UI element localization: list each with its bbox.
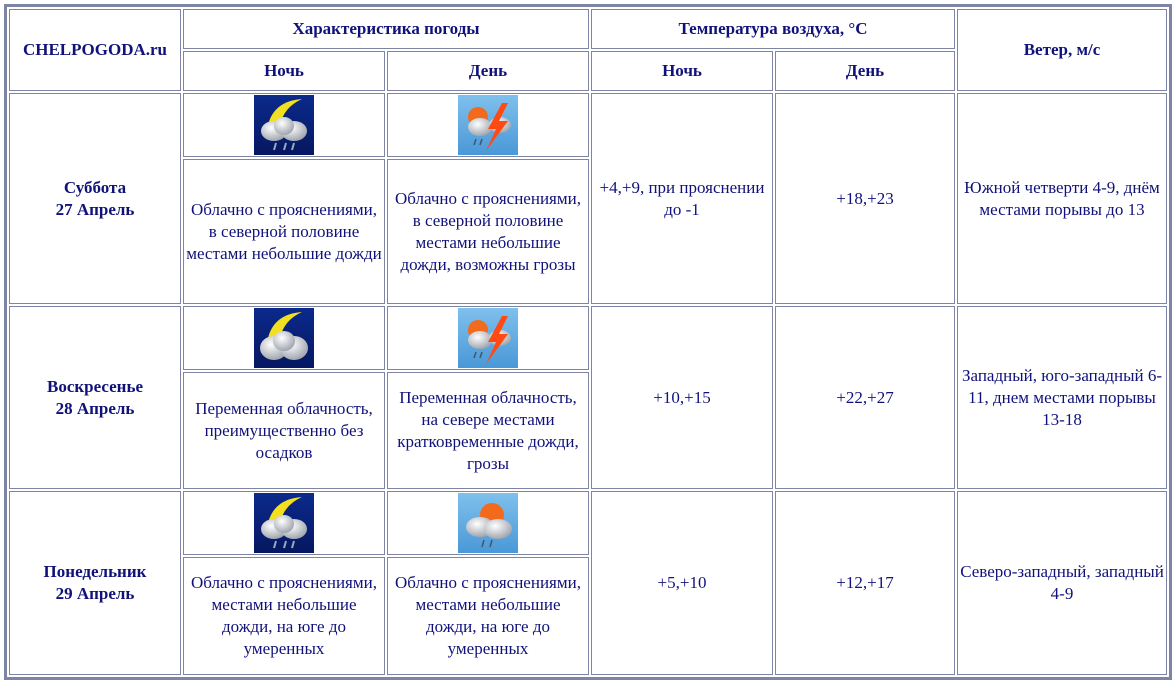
- day-icon-cell: [387, 93, 589, 157]
- day-label: Понедельник 29 Апрель: [9, 491, 181, 675]
- temp-night: +5,+10: [591, 491, 773, 675]
- sun-cloud-thunderstorm-icon: [458, 308, 518, 368]
- temp-day: +12,+17: [775, 491, 955, 675]
- day-icon-cell: [387, 306, 589, 370]
- night-description: Облачно с прояснениями, местами небольшие дожди, на юге до умеренных: [183, 557, 385, 675]
- temp-day: +22,+27: [775, 306, 955, 490]
- night-icon-cell: [183, 491, 385, 555]
- wind: Северо-западный, западный 4-9: [957, 491, 1167, 675]
- sun-cloud-thunderstorm-icon: [458, 95, 518, 155]
- header-wind: Ветер, м/с: [957, 9, 1167, 91]
- header-weather-night: Ночь: [183, 51, 385, 91]
- day-description: Облачно с прояснениями, в северной половине местами небольшие дожди, возможны грозы: [387, 159, 589, 303]
- temp-night: +10,+15: [591, 306, 773, 490]
- night-description: Переменная облачность, преимущественно без осадков: [183, 372, 385, 490]
- sun-cloud-rain-icon: [458, 493, 518, 553]
- night-description: Облачно с прояснениями, в северной половине местами небольшие дожди: [183, 159, 385, 303]
- night-icon-cell: [183, 306, 385, 370]
- header-weather: Характеристика погоды: [183, 9, 589, 49]
- night-icon-cell: [183, 93, 385, 157]
- day-label: Воскресенье 28 Апрель: [9, 306, 181, 490]
- night-cloudy-icon: [254, 308, 314, 368]
- header-temperature: Температура воздуха, °C: [591, 9, 955, 49]
- wind: Южной четверти 4-9, днём местами порывы до 13: [957, 93, 1167, 303]
- day-description: Облачно с прояснениями, местами небольшие дожди, на юге до умеренных: [387, 557, 589, 675]
- night-cloud-rain-icon: [254, 95, 314, 155]
- header-temp-day: День: [775, 51, 955, 91]
- day-description: Переменная облачность, на севере местами кратковременные дожди, грозы: [387, 372, 589, 490]
- wind: Западный, юго-западный 6-11, днем местами порывы 13-18: [957, 306, 1167, 490]
- weather-forecast-table: [4, 4, 1172, 680]
- header-temp-night: Ночь: [591, 51, 773, 91]
- temp-night: +4,+9, при прояснении до -1: [591, 93, 773, 303]
- day-icon-cell: [387, 491, 589, 555]
- site-brand: CHELPOGODA.ru: [9, 9, 181, 91]
- temp-day: +18,+23: [775, 93, 955, 303]
- header-weather-day: День: [387, 51, 589, 91]
- day-label: Суббота 27 Апрель: [9, 93, 181, 303]
- night-cloud-rain-icon: [254, 493, 314, 553]
